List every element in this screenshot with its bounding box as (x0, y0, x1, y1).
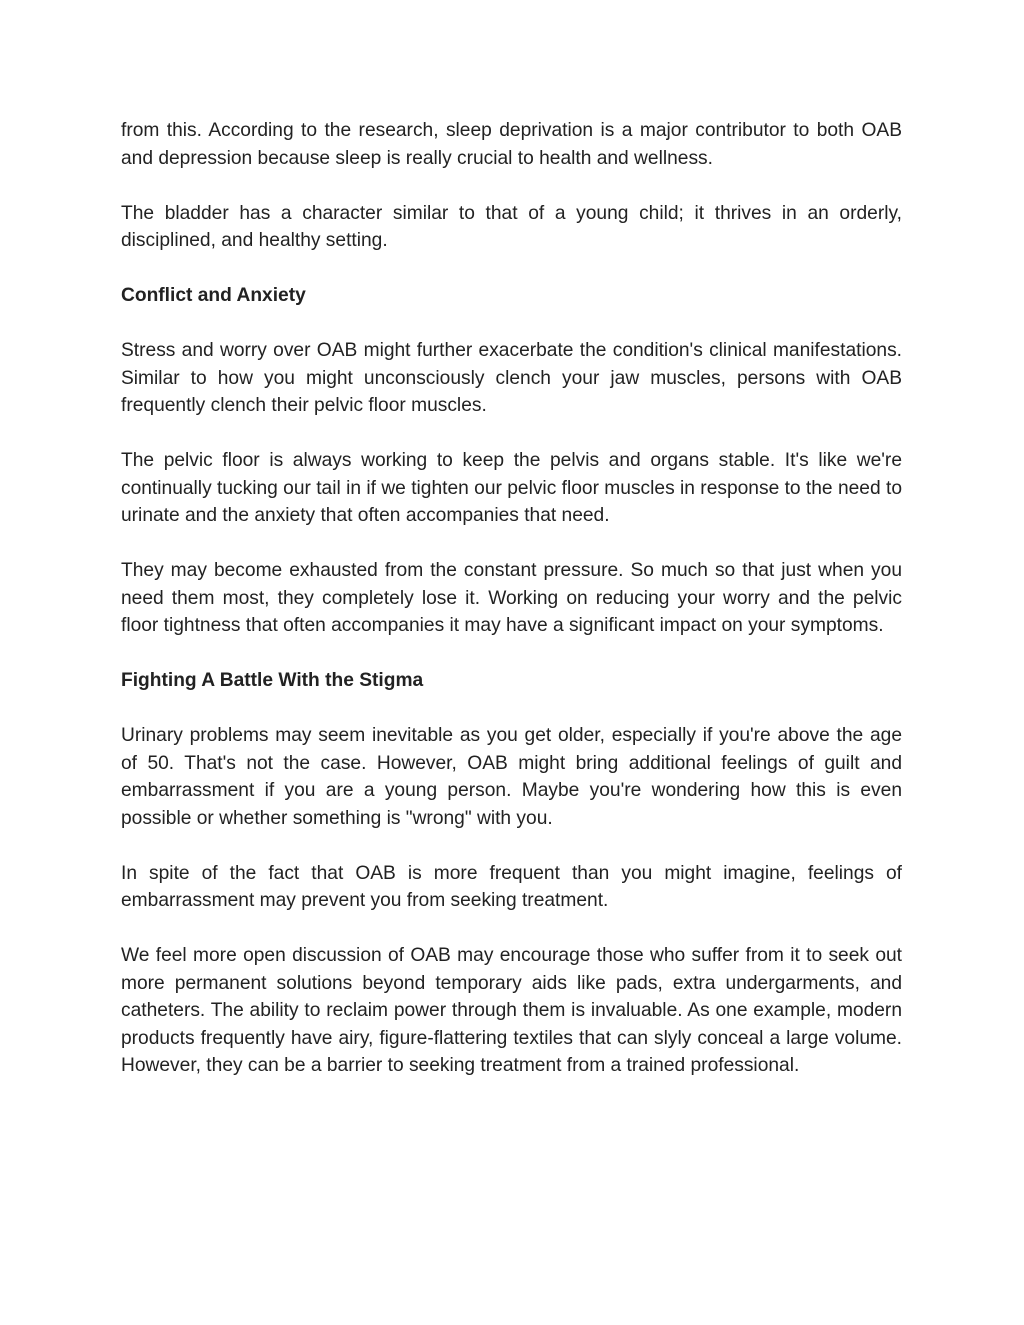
paragraph-open-discussion: We feel more open discussion of OAB may encourage those who suffer from it to seek out more permanent solutions beyond temporary aids like pads, extra undergarments, and catheters. The ability to reclaim power through them is invaluable. As one example, modern products frequently have airy, figure-flattering textiles that can slyly conceal a large volume. However, they can be a barrier to seeking treatment from a trained professional. (121, 945, 902, 1076)
paragraph-stress-and-worry: Stress and worry over OAB might further exacerbate the condition's clinical manifestations. Similar to how you might unconsciously clench your jaw muscles, persons with OAB frequently clench their pelvic floor muscles. (121, 340, 902, 416)
paragraph-pelvic-floor: The pelvic floor is always working to keep the pelvis and organs stable. It's like we're continually tucking our tail in if we tighten our pelvic floor muscles in response to the need to urinate and the anxiety that often accompanies that need. (121, 450, 902, 526)
document-page (121, 117, 902, 1107)
paragraph-sleep-deprivation: from this. According to the research, sleep deprivation is a major contributor to both OAB and depression because sleep is really crucial to health and wellness. (121, 120, 902, 169)
heading-conflict-and-anxiety: Conflict and Anxiety (121, 285, 306, 306)
paragraph-bladder-character: The bladder has a character similar to that of a young child; it thrives in an orderly, disciplined, and healthy setting. (121, 202, 902, 251)
paragraph-constant-pressure: They may become exhausted from the constant pressure. So much so that just when you need them most, they completely lose it. Working on reducing your worry and the pelvic floor tightness that often accompanies it may have a significant impact on your symptoms. (121, 560, 902, 636)
paragraph-urinary-problems: Urinary problems may seem inevitable as you get older, especially if you're above the age of 50. That's not the case. However, OAB might bring additional feelings of guilt and embarrassment if you are a young person. Maybe you're wondering how this is even possible or whether something is "wrong" with you. (121, 725, 902, 829)
paragraph-embarrassment: In spite of the fact that OAB is more frequent than you might imagine, feelings of embarrassment may prevent you from seeking treatment. (121, 862, 902, 911)
heading-fighting-stigma: Fighting A Battle With the Stigma (121, 670, 424, 691)
